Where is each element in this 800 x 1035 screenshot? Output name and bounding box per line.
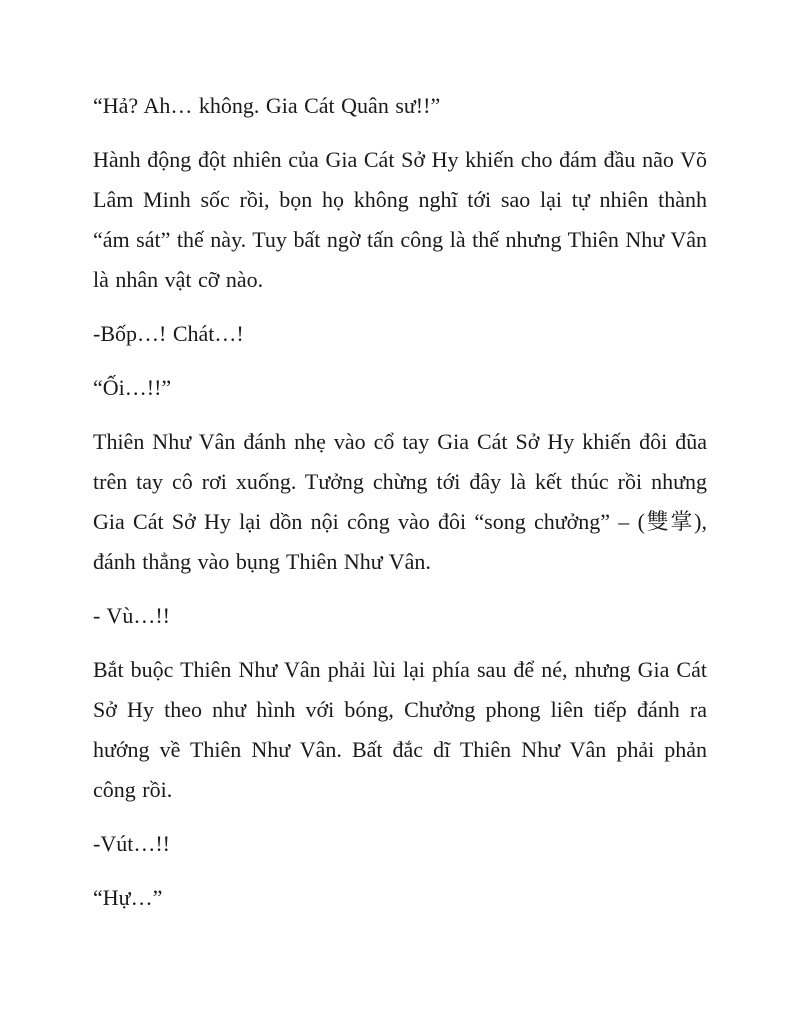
narrative-paragraph: Bắt buộc Thiên Như Vân phải lùi lại phía sau để né, nhưng Gia Cát Sở Hy theo như hình với bóng, Chưởng phong liên tiếp đánh ra hướng về Thiên Như Vân. Bất đắc dĩ Thiên Như Vân phải phản công rồi. xyxy=(93,657,707,802)
sound-effect-line: -Vút…!! xyxy=(93,831,170,856)
dialogue-line: “Hự…” xyxy=(93,885,163,910)
narrative-paragraph: Hành động đột nhiên của Gia Cát Sở Hy khiến cho đám đầu não Võ Lâm Minh sốc rồi, bọn họ không nghĩ tới sao lại tự nhiên thành “ám sát” thế này. Tuy bất ngờ tấn công là thế nhưng Thiên Như Vân là nhân vật cỡ nào. xyxy=(93,147,707,292)
dialogue-line: “Ối…!!” xyxy=(93,375,172,400)
dialogue-line: “Hả? Ah… không. Gia Cát Quân sư!!” xyxy=(93,93,441,118)
sound-effect-line: - Vù…!! xyxy=(93,603,170,628)
narrative-paragraph: Thiên Như Vân đánh nhẹ vào cổ tay Gia Cát Sở Hy khiến đôi đũa trên tay cô rơi xuống. Tưởng chừng tới đây là kết thúc rồi nhưng Gia Cát Sở Hy lại dồn nội công vào đôi “song chưởng” – (雙掌), đánh thẳng vào bụng Thiên Như Vân. xyxy=(93,429,707,574)
sound-effect-line: -Bốp…! Chát…! xyxy=(93,321,244,346)
